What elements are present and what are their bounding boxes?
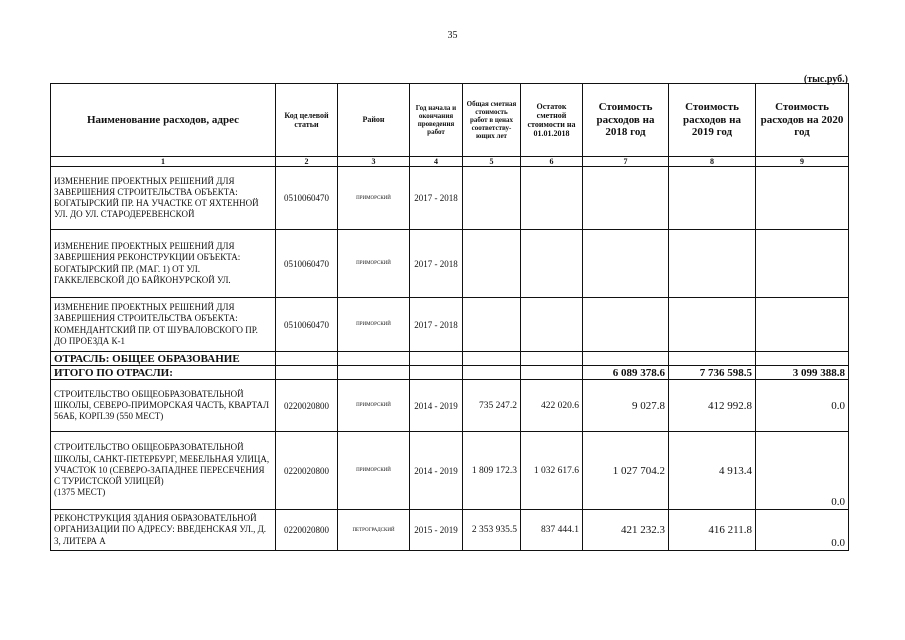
section-title: ОТРАСЛЬ: ОБЩЕЕ ОБРАЗОВАНИЕ [51, 352, 276, 366]
header-remaining: Остаток сметной стоимости на 01.01.2018 [521, 84, 583, 157]
table-row [51, 298, 849, 352]
row-years: 2017 - 2018 [410, 298, 463, 352]
header-name: Наименование расходов, адрес [51, 84, 276, 157]
row-cost-2018 [583, 167, 669, 230]
row-name-extra: (1375 МЕСТ) [54, 487, 106, 498]
header-cost-2019: Стоимость расходов на 2019 год [669, 84, 756, 157]
row-total: 2 353 935.5 [463, 510, 521, 551]
row-cost-2018 [583, 298, 669, 352]
row-cost-2019 [669, 167, 756, 230]
row-name: ИЗМЕНЕНИЕ ПРОЕКТНЫХ РЕШЕНИЙ ДЛЯ ЗАВЕРШЕНИЯ РЕКОНСТРУКЦИИ ОБЪЕКТА: БОГАТЫРСКИЙ ПР. (МАГ. 1) ОТ УЛ. ГАККЕЛЕВСКОЙ ДО БАЙКОНУРСКОЙ УЛ. [51, 230, 276, 298]
header-cost-2020: Стоимость расходов на 2020 год [756, 84, 849, 157]
row-code: 0220020800 [276, 432, 338, 510]
section-total-2018: 6 089 378.6 [583, 366, 669, 380]
row-cost-2019: 4 913.4 [669, 432, 756, 510]
row-cost-2020: 0.0 [756, 510, 849, 551]
expenses-table [50, 83, 849, 551]
row-name: ИЗМЕНЕНИЕ ПРОЕКТНЫХ РЕШЕНИЙ ДЛЯ ЗАВЕРШЕНИЯ СТРОИТЕЛЬСТВА ОБЪЕКТА: КОМЕНДАНТСКИЙ ПР. ОТ ШУВАЛОВСКОГО ПР. ДО ПРОЕЗДА К-1 [51, 298, 276, 352]
row-code: 0510060470 [276, 230, 338, 298]
row-cost-2018: 9 027.8 [583, 380, 669, 432]
row-code: 0220020800 [276, 510, 338, 551]
header-row [51, 84, 849, 157]
row-cost-2020 [756, 230, 849, 298]
row-district: ПРИМОРСКИЙ [338, 432, 410, 510]
header-district: Район [338, 84, 410, 157]
row-name [51, 432, 276, 510]
row-name: СТРОИТЕЛЬСТВО ОБЩЕОБРАЗОВАТЕЛЬНОЙ ШКОЛЫ, СЕВЕРО-ПРИМОРСКАЯ ЧАСТЬ, КВАРТАЛ 56АБ, КОРП.39 (550 МЕСТ) [51, 380, 276, 432]
row-cost-2020 [756, 167, 849, 230]
row-total [463, 167, 521, 230]
page-number: 35 [447, 30, 458, 41]
row-district: ПРИМОРСКИЙ [338, 167, 410, 230]
column-number: 6 [521, 157, 583, 167]
row-district: ПРИМОРСКИЙ [338, 230, 410, 298]
row-district: ПРИМОРСКИЙ [338, 298, 410, 352]
table-row [51, 380, 849, 432]
row-years: 2014 - 2019 [410, 380, 463, 432]
row-cost-2020: 0.0 [756, 432, 849, 510]
row-cost-2018 [583, 230, 669, 298]
row-cost-2020 [756, 298, 849, 352]
row-cost-2019: 412 992.8 [669, 380, 756, 432]
row-years: 2015 - 2019 [410, 510, 463, 551]
row-district: ПЕТРОГРАДСКИЙ [338, 510, 410, 551]
column-number: 7 [583, 157, 669, 167]
row-name-text: СТРОИТЕЛЬСТВО ОБЩЕОБРАЗОВАТЕЛЬНОЙ ШКОЛЫ, САНКТ-ПЕТЕРБУРГ, МЕБЕЛЬНАЯ УЛИЦА, УЧАСТОК 10 (СЕВЕРО-ЗАПАДНЕЕ ПЕРЕСЕЧЕНИЯ С ТУРИСТСКОЙ УЛИЦЕЙ) [54, 442, 270, 487]
row-code: 0220020800 [276, 380, 338, 432]
row-cost-2019 [669, 230, 756, 298]
row-cost-2018: 421 232.3 [583, 510, 669, 551]
column-number: 9 [756, 157, 849, 167]
row-remaining: 837 444.1 [521, 510, 583, 551]
row-total: 735 247.2 [463, 380, 521, 432]
row-total [463, 298, 521, 352]
column-number: 8 [669, 157, 756, 167]
units-label: (тыс.руб.) [803, 74, 848, 85]
row-total: 1 809 172.3 [463, 432, 521, 510]
row-cost-2018: 1 027 704.2 [583, 432, 669, 510]
row-remaining [521, 230, 583, 298]
column-number: 3 [338, 157, 410, 167]
header-years: Год начала и окончания проведения работ [410, 84, 463, 157]
section-total-row [51, 366, 849, 380]
row-years: 2017 - 2018 [410, 230, 463, 298]
column-number: 4 [410, 157, 463, 167]
section-total-2020: 3 099 388.8 [756, 366, 849, 380]
row-remaining: 1 032 617.6 [521, 432, 583, 510]
column-number-row [51, 157, 849, 167]
header-code: Код целевой статьи [276, 84, 338, 157]
column-number: 2 [276, 157, 338, 167]
row-remaining [521, 298, 583, 352]
row-name: ИЗМЕНЕНИЕ ПРОЕКТНЫХ РЕШЕНИЙ ДЛЯ ЗАВЕРШЕНИЯ СТРОИТЕЛЬСТВА ОБЪЕКТА: БОГАТЫРСКИЙ ПР. НА УЧАСТКЕ ОТ ЯХТЕННОЙ УЛ. ДО УЛ. СТАРОДЕРЕВЕНСКОЙ [51, 167, 276, 230]
table-row [51, 510, 849, 551]
column-number: 1 [51, 157, 276, 167]
section-total-label: ИТОГО ПО ОТРАСЛИ: [51, 366, 276, 380]
row-cost-2019: 416 211.8 [669, 510, 756, 551]
header-cost-2018: Стоимость расходов на 2018 год [583, 84, 669, 157]
row-remaining: 422 020.6 [521, 380, 583, 432]
row-district: ПРИМОРСКИЙ [338, 380, 410, 432]
row-years: 2014 - 2019 [410, 432, 463, 510]
row-code: 0510060470 [276, 298, 338, 352]
section-row [51, 352, 849, 366]
column-number: 5 [463, 157, 521, 167]
row-years: 2017 - 2018 [410, 167, 463, 230]
header-total-cost: Общая сметная стоимость работ в ценах соответству-ющих лет [463, 84, 521, 157]
section-total-2019: 7 736 598.5 [669, 366, 756, 380]
row-remaining [521, 167, 583, 230]
row-code: 0510060470 [276, 167, 338, 230]
table-row [51, 432, 849, 510]
table-row [51, 167, 849, 230]
table-row [51, 230, 849, 298]
row-cost-2020: 0.0 [756, 380, 849, 432]
row-name: РЕКОНСТРУКЦИЯ ЗДАНИЯ ОБРАЗОВАТЕЛЬНОЙ ОРГАНИЗАЦИИ ПО АДРЕСУ: ВВЕДЕНСКАЯ УЛ., Д. 3, ЛИТЕРА А [51, 510, 276, 551]
row-cost-2019 [669, 298, 756, 352]
row-total [463, 230, 521, 298]
